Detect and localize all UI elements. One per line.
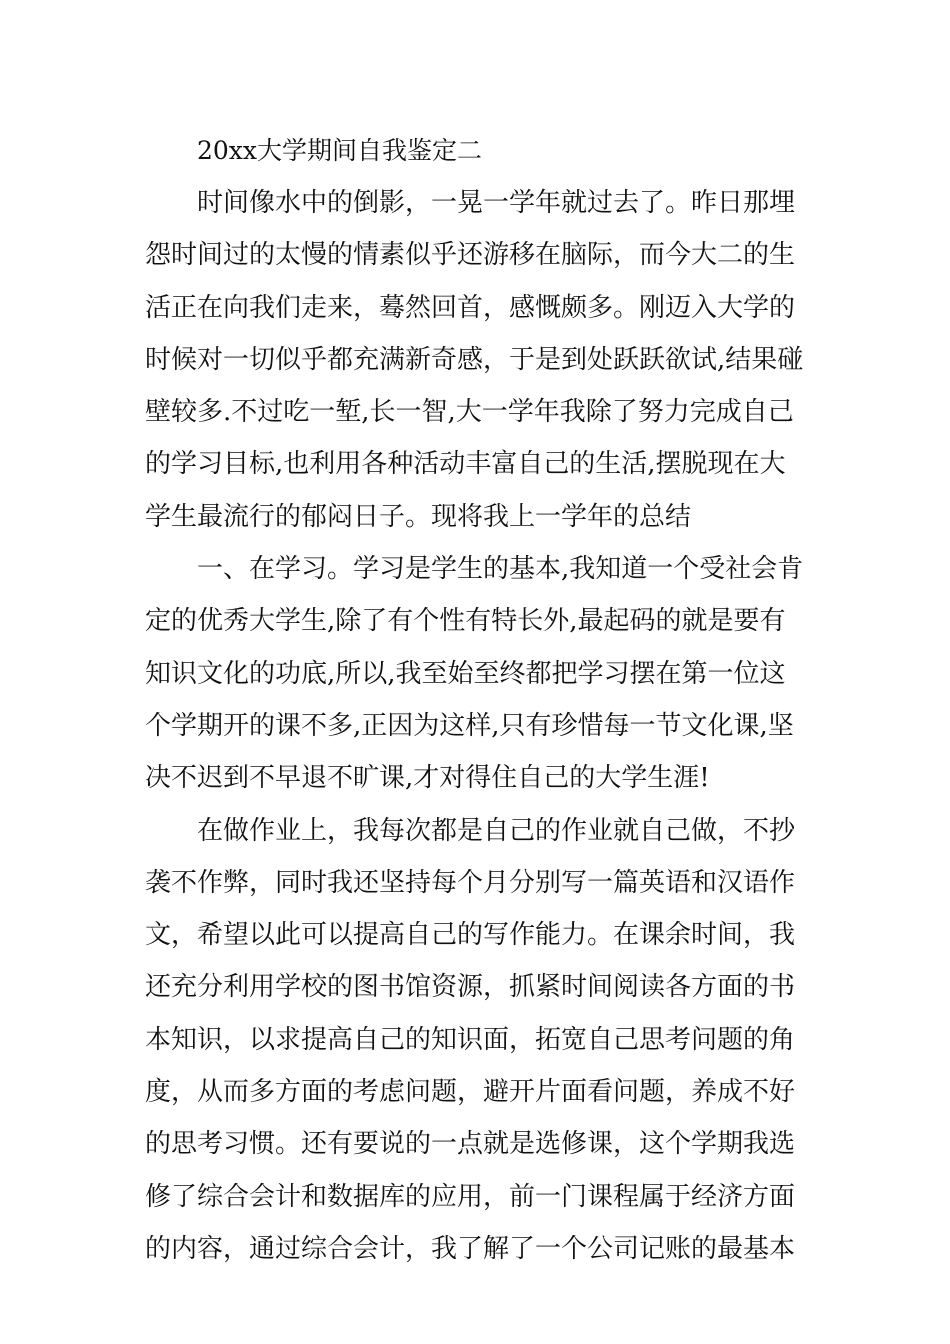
document-page (145, 125, 810, 1275)
document-title: 20xx大学期间自我鉴定二 (197, 136, 483, 165)
paragraph-line: 在做作业上，我每次都是自己的作业就自己做，不抄 (197, 815, 796, 846)
paragraph-line: 袭不作弊，同时我还坚持每个月分别写一篇英语和汉语作 (145, 867, 796, 898)
paragraph-line: 时候对一切似乎都充满新奇感，于是到处跃跃欲试,结果碰 (145, 344, 804, 375)
paragraph-line: 活正在向我们走来，蓦然回首，感慨颇多。刚迈入大学的 (145, 292, 796, 323)
paragraph-line: 还充分利用学校的图书馆资源，抓紧时间阅读各方面的书 (145, 972, 796, 1003)
paragraph-line: 度，从而多方面的考虑问题，避开片面看问题，养成不好 (145, 1077, 796, 1108)
paragraph-line: 的思考习惯。还有要说的一点就是选修课，这个学期我选 (145, 1129, 796, 1160)
paragraph-homework (145, 805, 810, 1276)
paragraph-line: 修了综合会计和数据库的应用，前一门课程属于经济方面 (145, 1181, 796, 1212)
paragraph-line: 时间像水中的倒影，一晃一学年就过去了。昨日那埋 (197, 188, 796, 218)
paragraph-line: 壁较多.不过吃一堑,长一智,大一学年我除了努力完成自己 (145, 397, 794, 428)
paragraph-line: 个学期开的课不多,正因为这样,只有珍惜每一节文化课,坚 (145, 710, 794, 741)
paragraph-line: 学生最流行的郁闷日子。现将我上一学年的总结 (145, 501, 692, 532)
paragraph-line: 本知识，以求提高自己的知识面，拓宽自己思考问题的角 (145, 1024, 796, 1055)
paragraph-intro (145, 177, 810, 543)
paragraph-line: 决不迟到不早退不旷课,才对得住自己的大学生涯! (145, 763, 710, 794)
paragraph-line: 知识文化的功底,所以,我至始至终都把学习摆在第一位这 (145, 658, 786, 689)
paragraph-line: 一、在学习。学习是学生的基本,我知道一个受社会肯 (197, 554, 804, 585)
paragraph-line: 的学习目标,也利用各种活动丰富自己的生活,摆脱现在大 (145, 449, 786, 480)
paragraph-line: 怨时间过的太慢的情素似乎还游移在脑际，而今大二的生 (145, 240, 796, 271)
paragraph-line: 的内容，通过综合会计，我了解了一个公司记账的最基本 (145, 1233, 796, 1264)
paragraph-line: 定的优秀大学生,除了有个性有特长外,最起码的就是要有 (145, 606, 786, 637)
paragraph-line: 文，希望以此可以提高自己的写作能力。在课余时间，我 (145, 920, 796, 951)
paragraph-study (145, 543, 810, 804)
